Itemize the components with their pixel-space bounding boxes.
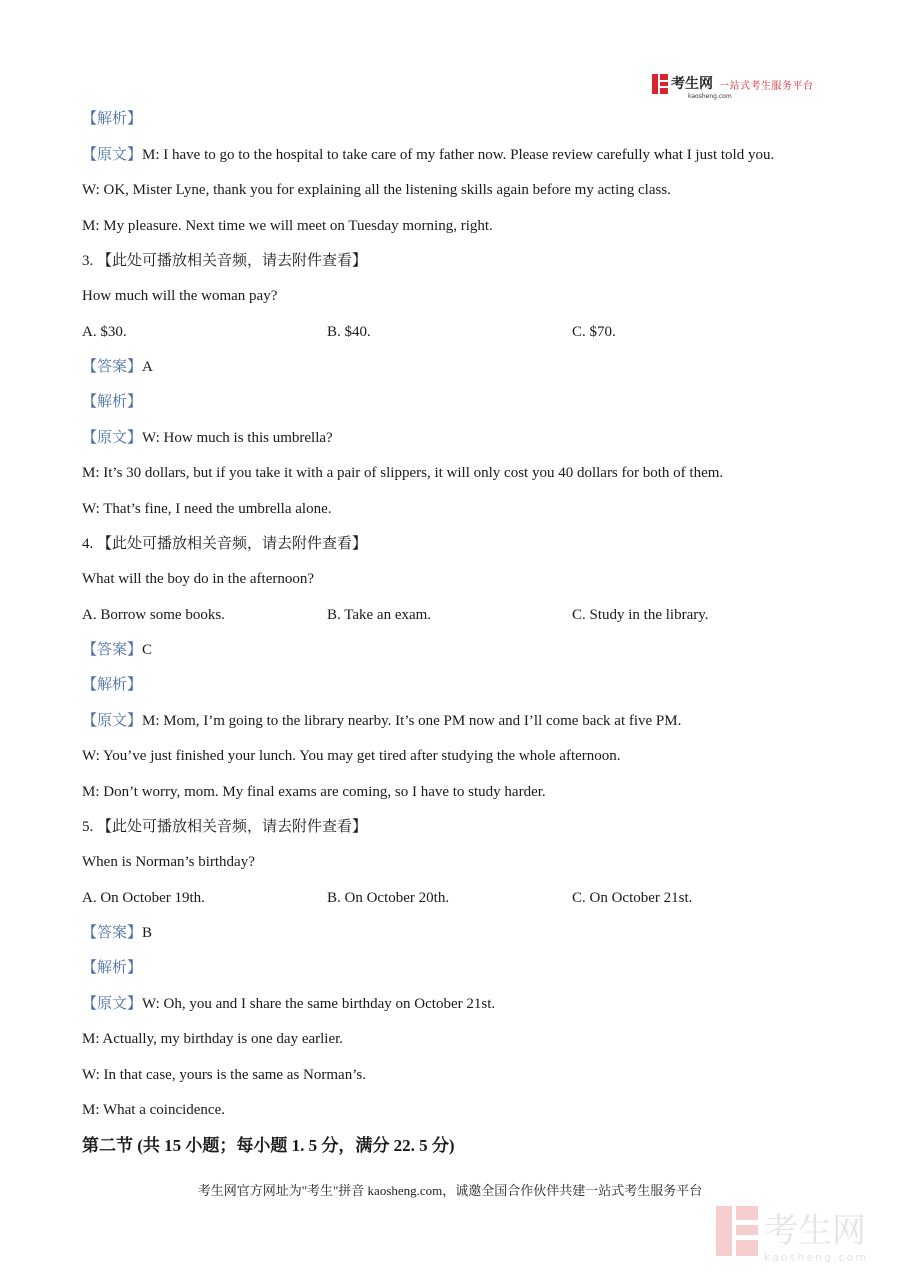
question-text: What will the boy do in the afternoon? — [82, 571, 315, 587]
question-number: 3. 【此处可播放相关音频，请去附件查看】 — [82, 253, 368, 269]
option-c: C. $70. — [572, 324, 616, 340]
question-text: When is Norman’s birthday? — [82, 854, 255, 870]
transcript-line: M: Don’t worry, mom. My final exams are coming, so I have to study harder. — [82, 784, 546, 800]
watermark-text: 考生网 — [764, 1211, 866, 1251]
option-b: B. On October 20th. — [327, 890, 450, 906]
question-number: 5. 【此处可播放相关音频，请去附件查看】 — [82, 819, 368, 835]
transcript-line: 【原文】W: Oh, you and I share the same birthday on October 21st. — [82, 996, 496, 1012]
brand-logo — [652, 72, 814, 100]
transcript-line: W: In that case, yours is the same as Norman’s. — [82, 1067, 366, 1083]
brand-slogan: 一站式考生服务平台 — [719, 80, 814, 92]
transcript-line: W: You’ve just finished your lunch. You may get tired after studying the whole afternoon. — [82, 748, 621, 764]
brand-domain: kaosheng.com — [688, 93, 732, 100]
transcript-line: M: It’s 30 dollars, but if you take it with a pair of slippers, it will only cost you 40 dollars for both of them. — [82, 465, 724, 481]
transcript-line: M: Actually, my birthday is one day earlier. — [82, 1031, 344, 1047]
transcript-line: 【原文】M: I have to go to the hospital to take care of my father now. Please review carefully what I just told you. — [82, 147, 775, 163]
option-b: B. Take an exam. — [327, 607, 432, 623]
question-text: How much will the woman pay? — [82, 288, 278, 304]
page-footer: 考生网官方网址为"考生"拼音 kaosheng.com，诚邀全国合作伙伴共建一站式考生服务平台 — [197, 1183, 703, 1198]
watermark — [716, 1206, 869, 1264]
watermark-logo-icon — [716, 1206, 758, 1256]
option-c: C. Study in the library. — [572, 607, 709, 623]
transcript-line: 【原文】M: Mom, I’m going to the library nearby. It’s one PM now and I’ll come back at five PM. — [82, 713, 682, 729]
transcript-line: M: My pleasure. Next time we will meet on Tuesday morning, right. — [82, 218, 493, 234]
transcript-line: 【原文】W: How much is this umbrella? — [82, 430, 333, 446]
transcript-line: W: OK, Mister Lyne, thank you for explaining all the listening skills again before my acting class. — [82, 182, 671, 198]
analysis-label: 【解析】 — [82, 960, 143, 976]
analysis-label: 【解析】 — [82, 394, 143, 410]
watermark-domain: kaosheng.com — [764, 1251, 869, 1264]
section-heading: 第二节 (共 15 小题；每小题 1. 5 分，满分 22. 5 分) — [82, 1136, 455, 1155]
question-number: 4. 【此处可播放相关音频，请去附件查看】 — [82, 536, 368, 552]
answer-line: 【答案】A — [82, 359, 153, 375]
option-a: A. Borrow some books. — [82, 607, 225, 623]
option-b: B. $40. — [327, 324, 371, 340]
answer-line: 【答案】B — [82, 925, 153, 941]
transcript-line: M: What a coincidence. — [82, 1102, 225, 1118]
analysis-label: 【解析】 — [82, 111, 143, 127]
option-a: A. On October 19th. — [82, 890, 205, 906]
option-c: C. On October 21st. — [572, 890, 693, 906]
analysis-label: 【解析】 — [82, 677, 143, 693]
option-a: A. $30. — [82, 324, 127, 340]
answer-line: 【答案】C — [82, 642, 153, 658]
brand-name: 考生网 — [671, 76, 713, 92]
kaosheng-logo-icon — [652, 74, 668, 94]
transcript-line: W: That’s fine, I need the umbrella alone. — [82, 501, 332, 517]
